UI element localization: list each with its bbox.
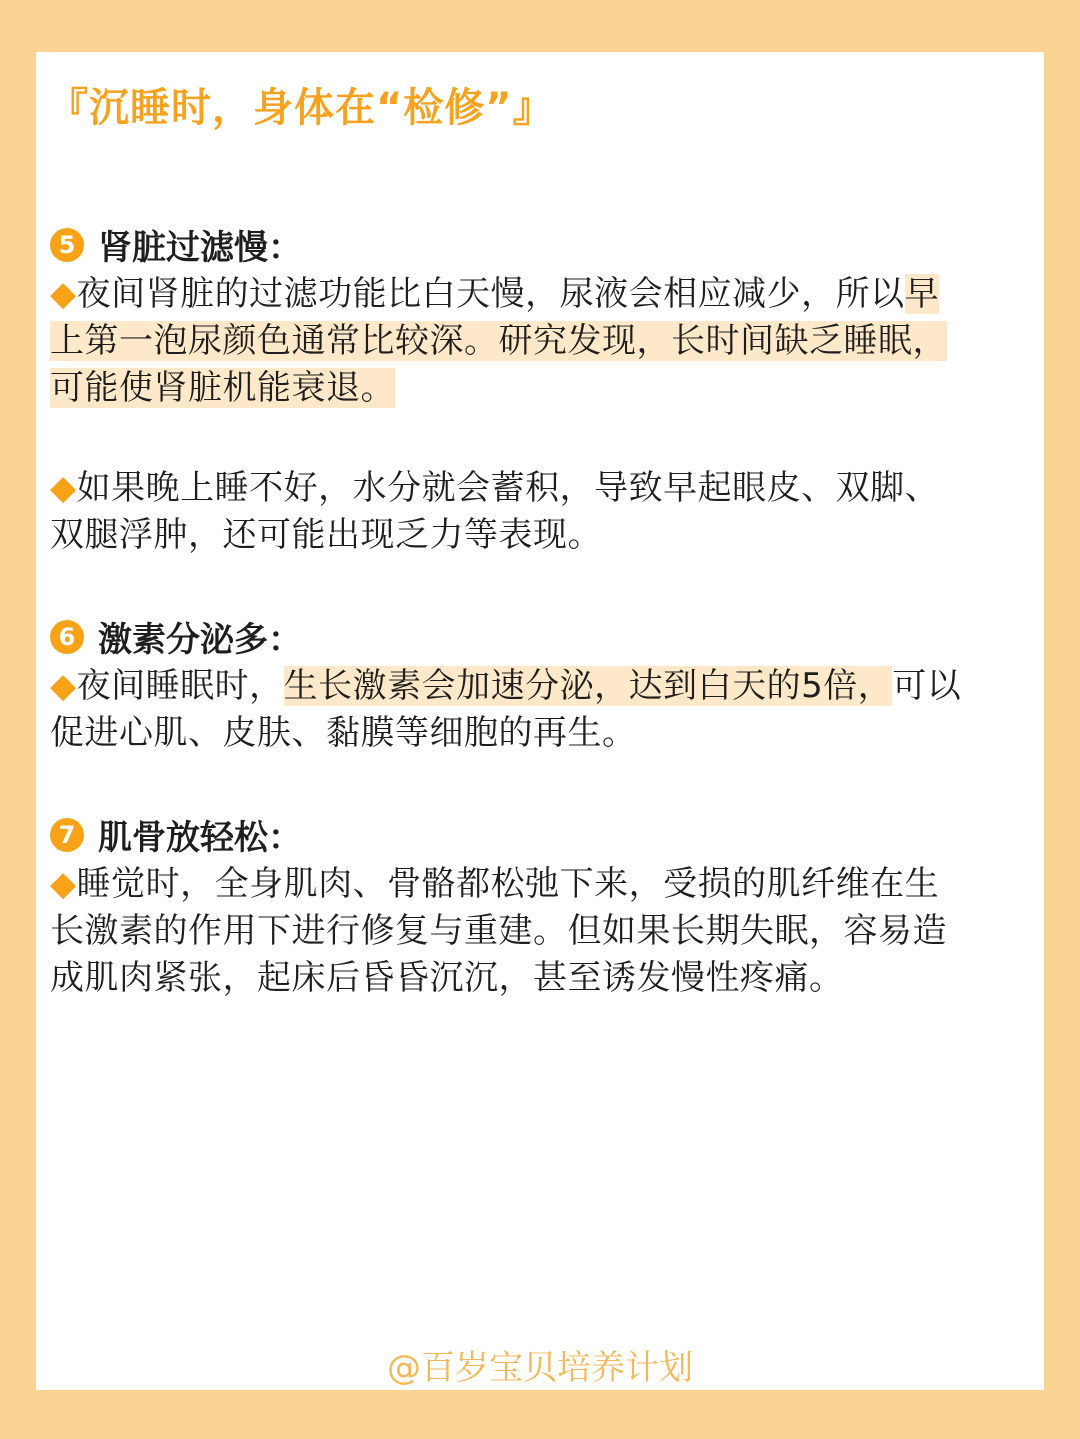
paragraph-muscle-relax [50,861,965,1002]
section-heading-text: 激素分泌多： [98,620,302,660]
diamond-bullet-icon: ◆ [50,274,77,314]
diamond-bullet-icon: ◆ [50,864,77,904]
diamond-bullet-icon: ◆ [50,468,77,508]
paragraph-kidney-swelling [50,465,965,559]
paragraph-text: 夜间肾脏的过滤功能比白天慢，尿液会相应减少，所以 [76,274,905,314]
highlighted-text: 生长激素会加速分泌，达到白天的5倍， [283,666,893,706]
section-heading-text: 肌骨放轻松： [98,818,302,858]
page-title: 『沉睡时，身体在“检修”』 [48,85,554,131]
number-badge-5: 5 [50,228,84,262]
paragraph-growth-hormone [50,663,965,757]
section-heading-hormone [50,612,302,661]
number-badge-7: 7 [50,818,84,852]
paragraph-text: 夜间睡眠时， [76,666,284,706]
section-heading-muscle [50,810,302,859]
diamond-bullet-icon: ◆ [50,666,77,706]
paragraph-text: 可以促进心肌、皮肤、黏膜等细胞的再生。 [50,666,962,753]
number-badge-6: 6 [50,620,84,654]
author-watermark: @百岁宝贝培养计划 [387,1348,693,1388]
highlighted-text: 早上第一泡尿颜色通常比较深。研究发现，长时间缺乏睡眠，可能使肾脏机能衰退。 [50,274,947,408]
paragraph-kidney-filtration [50,271,965,412]
section-heading-text: 肾脏过滤慢： [98,228,302,268]
paragraph-text: 睡觉时，全身肌肉、骨骼都松弛下来，受损的肌纤维在生长激素的作用下进行修复与重建。但如果长期失眠，容易造成肌肉紧张，起床后昏昏沉沉，甚至诱发慢性疼痛。 [50,864,947,998]
paragraph-text: 如果晚上睡不好，水分就会蓄积，导致早起眼皮、双脚、双腿浮肿，还可能出现乏力等表现。 [50,468,940,555]
section-heading-kidney [50,220,302,269]
